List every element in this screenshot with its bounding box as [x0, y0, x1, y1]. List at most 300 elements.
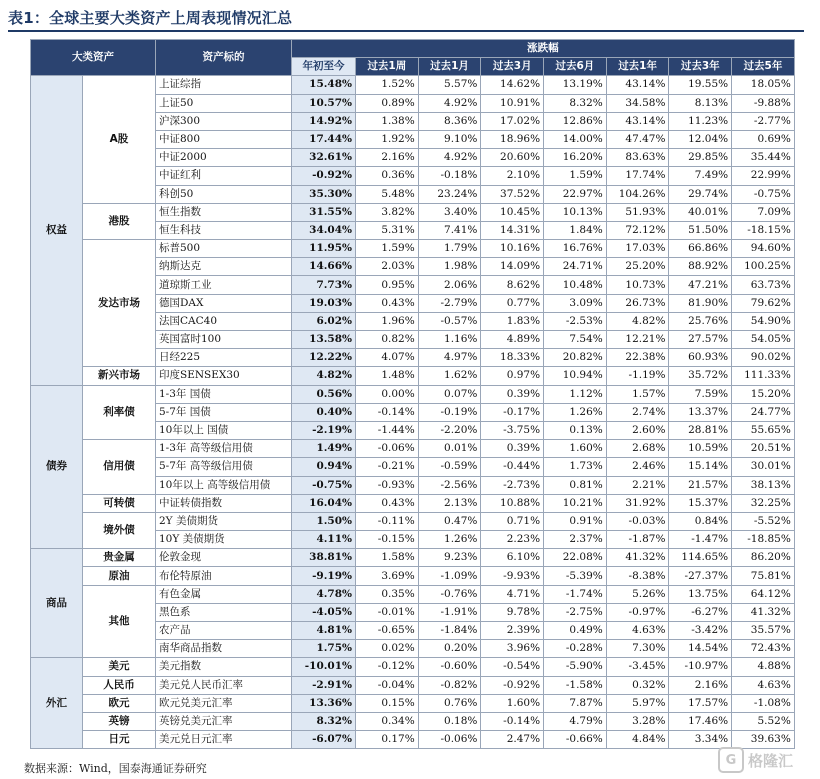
value-cell: -0.01% — [356, 603, 419, 621]
value-cell: -0.97% — [606, 603, 669, 621]
value-cell: 1.12% — [544, 385, 607, 403]
asset-name-cell: 英镑兑美元汇率 — [156, 712, 292, 730]
asset-name-cell: 上证综指 — [156, 76, 292, 94]
table-row — [31, 549, 795, 567]
value-cell: -3.42% — [669, 622, 732, 640]
value-cell: 10.48% — [544, 276, 607, 294]
value-cell: 0.47% — [418, 512, 481, 530]
ytd-value-cell: 8.32% — [292, 712, 356, 730]
asset-name-cell: 标普500 — [156, 240, 292, 258]
value-cell: 43.14% — [606, 76, 669, 94]
value-cell: 22.97% — [544, 185, 607, 203]
value-cell: 4.82% — [606, 312, 669, 330]
ytd-value-cell: 19.03% — [292, 294, 356, 312]
value-cell: 10.91% — [481, 94, 544, 112]
subcategory-cell: 信用债 — [83, 440, 156, 495]
asset-name-cell: 德国DAX — [156, 294, 292, 312]
ytd-value-cell: -0.92% — [292, 167, 356, 185]
value-cell: 0.97% — [481, 367, 544, 385]
asset-name-cell: 2Y 美债期货 — [156, 512, 292, 530]
value-cell: 27.57% — [669, 331, 732, 349]
asset-name-cell: 恒生指数 — [156, 203, 292, 221]
asset-name-cell: 10年以上 高等级信用债 — [156, 476, 292, 494]
title-rule — [8, 30, 804, 32]
value-cell: 2.37% — [544, 531, 607, 549]
value-cell: 1.60% — [544, 440, 607, 458]
value-cell: 41.32% — [732, 603, 795, 621]
category-cell: 商品 — [31, 549, 83, 658]
value-cell: -2.56% — [418, 476, 481, 494]
ytd-value-cell: 16.04% — [292, 494, 356, 512]
value-cell: 29.85% — [669, 149, 732, 167]
value-cell: 17.02% — [481, 112, 544, 130]
value-cell: 25.76% — [669, 312, 732, 330]
value-cell: 90.02% — [732, 349, 795, 367]
value-cell: -5.52% — [732, 512, 795, 530]
header-period: 过去3月 — [481, 58, 544, 76]
header-row-1 — [31, 40, 795, 58]
value-cell: 8.62% — [481, 276, 544, 294]
value-cell: 23.24% — [418, 185, 481, 203]
value-cell: 7.09% — [732, 203, 795, 221]
value-cell: -3.45% — [606, 658, 669, 676]
value-cell: 3.69% — [356, 567, 419, 585]
asset-name-cell: 纳斯达克 — [156, 258, 292, 276]
value-cell: 1.59% — [544, 167, 607, 185]
header-period: 过去1月 — [418, 58, 481, 76]
value-cell: 51.93% — [606, 203, 669, 221]
value-cell: 5.26% — [606, 585, 669, 603]
value-cell: 40.01% — [669, 203, 732, 221]
subcategory-cell: 欧元 — [83, 694, 156, 712]
table-row — [31, 240, 795, 258]
value-cell: 0.77% — [481, 294, 544, 312]
value-cell: 0.00% — [356, 385, 419, 403]
value-cell: 4.63% — [606, 622, 669, 640]
ytd-value-cell: 14.66% — [292, 258, 356, 276]
asset-name-cell: 中证2000 — [156, 149, 292, 167]
value-cell: 1.57% — [606, 385, 669, 403]
header-period: 年初至今 — [292, 58, 356, 76]
value-cell: 3.09% — [544, 294, 607, 312]
value-cell: 0.81% — [544, 476, 607, 494]
header-period: 过去1年 — [606, 58, 669, 76]
value-cell: 2.21% — [606, 476, 669, 494]
value-cell: 16.76% — [544, 240, 607, 258]
ytd-value-cell: 13.36% — [292, 694, 356, 712]
value-cell: 1.52% — [356, 76, 419, 94]
table-row — [31, 440, 795, 458]
value-cell: 9.23% — [418, 549, 481, 567]
ytd-value-cell: 1.75% — [292, 640, 356, 658]
value-cell: 0.49% — [544, 622, 607, 640]
category-cell: 权益 — [31, 76, 83, 385]
value-cell: 4.63% — [732, 676, 795, 694]
value-cell: -2.53% — [544, 312, 607, 330]
value-cell: -0.54% — [481, 658, 544, 676]
value-cell: 17.46% — [669, 712, 732, 730]
value-cell: 18.05% — [732, 76, 795, 94]
watermark-text: 格隆汇 — [748, 751, 794, 770]
value-cell: 2.68% — [606, 440, 669, 458]
value-cell: 20.60% — [481, 149, 544, 167]
value-cell: 17.57% — [669, 694, 732, 712]
value-cell: 0.32% — [606, 676, 669, 694]
value-cell: 2.47% — [481, 731, 544, 749]
value-cell: 4.92% — [418, 94, 481, 112]
value-cell: 0.36% — [356, 167, 419, 185]
value-cell: 4.92% — [418, 149, 481, 167]
value-cell: 41.32% — [606, 549, 669, 567]
value-cell: 1.62% — [418, 367, 481, 385]
ytd-value-cell: 1.50% — [292, 512, 356, 530]
header-period: 过去6月 — [544, 58, 607, 76]
value-cell: 0.69% — [732, 130, 795, 148]
value-cell: 22.08% — [544, 549, 607, 567]
value-cell: 1.98% — [418, 258, 481, 276]
asset-name-cell: 科创50 — [156, 185, 292, 203]
value-cell: -18.85% — [732, 531, 795, 549]
value-cell: 3.34% — [669, 731, 732, 749]
value-cell: 72.12% — [606, 221, 669, 239]
value-cell: 2.13% — [418, 494, 481, 512]
ytd-value-cell: 4.82% — [292, 367, 356, 385]
value-cell: 86.20% — [732, 549, 795, 567]
value-cell: 10.16% — [481, 240, 544, 258]
value-cell: 2.39% — [481, 622, 544, 640]
value-cell: 24.77% — [732, 403, 795, 421]
asset-name-cell: 道琼斯工业 — [156, 276, 292, 294]
asset-name-cell: 黑色系 — [156, 603, 292, 621]
value-cell: 7.41% — [418, 221, 481, 239]
value-cell: -0.11% — [356, 512, 419, 530]
asset-name-cell: 欧元兑美元汇率 — [156, 694, 292, 712]
value-cell: -2.75% — [544, 603, 607, 621]
ytd-value-cell: -4.05% — [292, 603, 356, 621]
value-cell: 104.26% — [606, 185, 669, 203]
value-cell: 54.05% — [732, 331, 795, 349]
ytd-value-cell: -10.01% — [292, 658, 356, 676]
header-period: 过去3年 — [669, 58, 732, 76]
value-cell: 94.60% — [732, 240, 795, 258]
value-cell: 72.43% — [732, 640, 795, 658]
asset-name-cell: 法国CAC40 — [156, 312, 292, 330]
asset-name-cell: 伦敦金现 — [156, 549, 292, 567]
table-row — [31, 385, 795, 403]
value-cell: 1.79% — [418, 240, 481, 258]
ytd-value-cell: -9.19% — [292, 567, 356, 585]
asset-name-cell: 美元指数 — [156, 658, 292, 676]
value-cell: 1.59% — [356, 240, 419, 258]
table-row — [31, 76, 795, 94]
ytd-value-cell: 0.94% — [292, 458, 356, 476]
value-cell: -8.38% — [606, 567, 669, 585]
value-cell: -27.37% — [669, 567, 732, 585]
value-cell: 0.15% — [356, 694, 419, 712]
subcategory-cell: 原油 — [83, 567, 156, 585]
table-row — [31, 676, 795, 694]
asset-name-cell: 美元兑人民币汇率 — [156, 676, 292, 694]
asset-name-cell: 中证红利 — [156, 167, 292, 185]
value-cell: -0.65% — [356, 622, 419, 640]
header-change-group: 涨跌幅 — [292, 40, 795, 58]
value-cell: 66.86% — [669, 240, 732, 258]
asset-name-cell: 美元兑日元汇率 — [156, 731, 292, 749]
value-cell: 25.20% — [606, 258, 669, 276]
category-cell: 外汇 — [31, 658, 83, 749]
subcategory-cell: 其他 — [83, 585, 156, 658]
value-cell: 2.74% — [606, 403, 669, 421]
table-row — [31, 712, 795, 730]
value-cell: 10.45% — [481, 203, 544, 221]
ytd-value-cell: 1.49% — [292, 440, 356, 458]
value-cell: 5.97% — [606, 694, 669, 712]
value-cell: -0.92% — [481, 676, 544, 694]
ytd-value-cell: 0.56% — [292, 385, 356, 403]
asset-name-cell: 5-7年 高等级信用债 — [156, 458, 292, 476]
value-cell: 0.13% — [544, 421, 607, 439]
ytd-value-cell: -6.07% — [292, 731, 356, 749]
value-cell: 4.79% — [544, 712, 607, 730]
table-row — [31, 694, 795, 712]
ytd-value-cell: 10.57% — [292, 94, 356, 112]
value-cell: 13.37% — [669, 403, 732, 421]
value-cell: -1.08% — [732, 694, 795, 712]
value-cell: 5.52% — [732, 712, 795, 730]
value-cell: -3.75% — [481, 421, 544, 439]
value-cell: 34.58% — [606, 94, 669, 112]
value-cell: 0.34% — [356, 712, 419, 730]
value-cell: -1.58% — [544, 676, 607, 694]
value-cell: 15.14% — [669, 458, 732, 476]
value-cell: 7.49% — [669, 167, 732, 185]
value-cell: -0.76% — [418, 585, 481, 603]
subcategory-cell: 港股 — [83, 203, 156, 239]
value-cell: 2.03% — [356, 258, 419, 276]
asset-name-cell: 1-3年 高等级信用债 — [156, 440, 292, 458]
value-cell: 54.90% — [732, 312, 795, 330]
value-cell: -0.44% — [481, 458, 544, 476]
value-cell: 0.95% — [356, 276, 419, 294]
value-cell: 4.71% — [481, 585, 544, 603]
value-cell: -1.74% — [544, 585, 607, 603]
subcategory-cell: 新兴市场 — [83, 367, 156, 385]
ytd-value-cell: 7.73% — [292, 276, 356, 294]
value-cell: 32.25% — [732, 494, 795, 512]
value-cell: 2.60% — [606, 421, 669, 439]
value-cell: -0.75% — [732, 185, 795, 203]
asset-name-cell: 日经225 — [156, 349, 292, 367]
value-cell: 4.84% — [606, 731, 669, 749]
value-cell: -0.12% — [356, 658, 419, 676]
value-cell: 4.07% — [356, 349, 419, 367]
asset-name-cell: 中证800 — [156, 130, 292, 148]
value-cell: -0.14% — [356, 403, 419, 421]
asset-name-cell: 沪深300 — [156, 112, 292, 130]
table-row — [31, 203, 795, 221]
value-cell: -0.66% — [544, 731, 607, 749]
value-cell: -1.91% — [418, 603, 481, 621]
value-cell: 1.92% — [356, 130, 419, 148]
value-cell: 35.44% — [732, 149, 795, 167]
value-cell: 1.38% — [356, 112, 419, 130]
value-cell: 0.20% — [418, 640, 481, 658]
value-cell: 38.13% — [732, 476, 795, 494]
asset-name-cell: 布伦特原油 — [156, 567, 292, 585]
ytd-value-cell: 4.78% — [292, 585, 356, 603]
value-cell: 13.19% — [544, 76, 607, 94]
value-cell: 16.20% — [544, 149, 607, 167]
value-cell: -6.27% — [669, 603, 732, 621]
value-cell: 1.16% — [418, 331, 481, 349]
value-cell: 9.10% — [418, 130, 481, 148]
ytd-value-cell: 14.92% — [292, 112, 356, 130]
value-cell: 79.62% — [732, 294, 795, 312]
value-cell: 0.39% — [481, 440, 544, 458]
value-cell: 18.96% — [481, 130, 544, 148]
value-cell: 3.28% — [606, 712, 669, 730]
value-cell: 20.51% — [732, 440, 795, 458]
value-cell: 0.07% — [418, 385, 481, 403]
value-cell: -0.93% — [356, 476, 419, 494]
value-cell: -2.73% — [481, 476, 544, 494]
table-body — [31, 76, 795, 749]
value-cell: 75.81% — [732, 567, 795, 585]
value-cell: 7.30% — [606, 640, 669, 658]
value-cell: 6.10% — [481, 549, 544, 567]
ytd-value-cell: 38.81% — [292, 549, 356, 567]
value-cell: 5.48% — [356, 185, 419, 203]
subcategory-cell: 美元 — [83, 658, 156, 676]
value-cell: 111.33% — [732, 367, 795, 385]
value-cell: 31.92% — [606, 494, 669, 512]
value-cell: 12.04% — [669, 130, 732, 148]
asset-name-cell: 上证50 — [156, 94, 292, 112]
value-cell: 24.71% — [544, 258, 607, 276]
source-note: 数据来源：Wind，国泰海通证券研究 — [24, 762, 207, 775]
value-cell: 0.71% — [481, 512, 544, 530]
value-cell: 4.89% — [481, 331, 544, 349]
ytd-value-cell: 35.30% — [292, 185, 356, 203]
asset-name-cell: 10Y 美债期货 — [156, 531, 292, 549]
value-cell: 2.16% — [356, 149, 419, 167]
value-cell: 17.74% — [606, 167, 669, 185]
subcategory-cell: A股 — [83, 76, 156, 203]
ytd-value-cell: 17.44% — [292, 130, 356, 148]
value-cell: 4.97% — [418, 349, 481, 367]
value-cell: 1.73% — [544, 458, 607, 476]
value-cell: 35.57% — [732, 622, 795, 640]
value-cell: 0.76% — [418, 694, 481, 712]
asset-name-cell: 10年以上 国债 — [156, 421, 292, 439]
table-row — [31, 512, 795, 530]
value-cell: 14.54% — [669, 640, 732, 658]
value-cell: 1.96% — [356, 312, 419, 330]
value-cell: 30.01% — [732, 458, 795, 476]
value-cell: 39.63% — [732, 731, 795, 749]
value-cell: -0.17% — [481, 403, 544, 421]
table-row — [31, 367, 795, 385]
ytd-value-cell: 12.22% — [292, 349, 356, 367]
subcategory-cell: 境外债 — [83, 512, 156, 548]
value-cell: -0.57% — [418, 312, 481, 330]
value-cell: -9.88% — [732, 94, 795, 112]
ytd-value-cell: -2.91% — [292, 676, 356, 694]
value-cell: 10.59% — [669, 440, 732, 458]
category-cell: 债券 — [31, 385, 83, 549]
value-cell: -2.20% — [418, 421, 481, 439]
asset-performance-table — [30, 39, 795, 749]
subcategory-cell: 贵金属 — [83, 549, 156, 567]
value-cell: 0.18% — [418, 712, 481, 730]
ytd-value-cell: 0.40% — [292, 403, 356, 421]
value-cell: -0.28% — [544, 640, 607, 658]
subcategory-cell: 发达市场 — [83, 240, 156, 367]
value-cell: 100.25% — [732, 258, 795, 276]
value-cell: 1.84% — [544, 221, 607, 239]
table-title: 表1：全球主要大类资产上周表现情况汇总 — [8, 9, 293, 27]
value-cell: 1.26% — [418, 531, 481, 549]
value-cell: 12.86% — [544, 112, 607, 130]
value-cell: 83.63% — [606, 149, 669, 167]
value-cell: 10.73% — [606, 276, 669, 294]
value-cell: -5.39% — [544, 567, 607, 585]
value-cell: 47.47% — [606, 130, 669, 148]
header-period: 过去1周 — [356, 58, 419, 76]
value-cell: 15.20% — [732, 385, 795, 403]
subcategory-cell: 人民币 — [83, 676, 156, 694]
header-asset-class: 大类资产 — [31, 40, 156, 76]
value-cell: 7.59% — [669, 385, 732, 403]
value-cell: 15.37% — [669, 494, 732, 512]
value-cell: -0.18% — [418, 167, 481, 185]
value-cell: 60.93% — [669, 349, 732, 367]
table-row — [31, 731, 795, 749]
value-cell: -18.15% — [732, 221, 795, 239]
value-cell: -0.82% — [418, 676, 481, 694]
value-cell: 11.23% — [669, 112, 732, 130]
asset-name-cell: 5-7年 国债 — [156, 403, 292, 421]
value-cell: 29.74% — [669, 185, 732, 203]
value-cell: -1.44% — [356, 421, 419, 439]
value-cell: -1.19% — [606, 367, 669, 385]
value-cell: 63.73% — [732, 276, 795, 294]
value-cell: 2.46% — [606, 458, 669, 476]
value-cell: 10.13% — [544, 203, 607, 221]
asset-name-cell: 南华商品指数 — [156, 640, 292, 658]
ytd-value-cell: 32.61% — [292, 149, 356, 167]
value-cell: 9.78% — [481, 603, 544, 621]
value-cell: 26.73% — [606, 294, 669, 312]
value-cell: -0.60% — [418, 658, 481, 676]
value-cell: 21.57% — [669, 476, 732, 494]
value-cell: 7.54% — [544, 331, 607, 349]
value-cell: 1.83% — [481, 312, 544, 330]
value-cell: 0.43% — [356, 494, 419, 512]
value-cell: 3.40% — [418, 203, 481, 221]
value-cell: 3.96% — [481, 640, 544, 658]
header-target: 资产标的 — [156, 40, 292, 76]
ytd-value-cell: 15.48% — [292, 76, 356, 94]
asset-name-cell: 中证转债指数 — [156, 494, 292, 512]
asset-name-cell: 农产品 — [156, 622, 292, 640]
value-cell: 0.89% — [356, 94, 419, 112]
ytd-value-cell: 13.58% — [292, 331, 356, 349]
table-row — [31, 658, 795, 676]
asset-name-cell: 恒生科技 — [156, 221, 292, 239]
value-cell: -1.84% — [418, 622, 481, 640]
value-cell: -0.21% — [356, 458, 419, 476]
